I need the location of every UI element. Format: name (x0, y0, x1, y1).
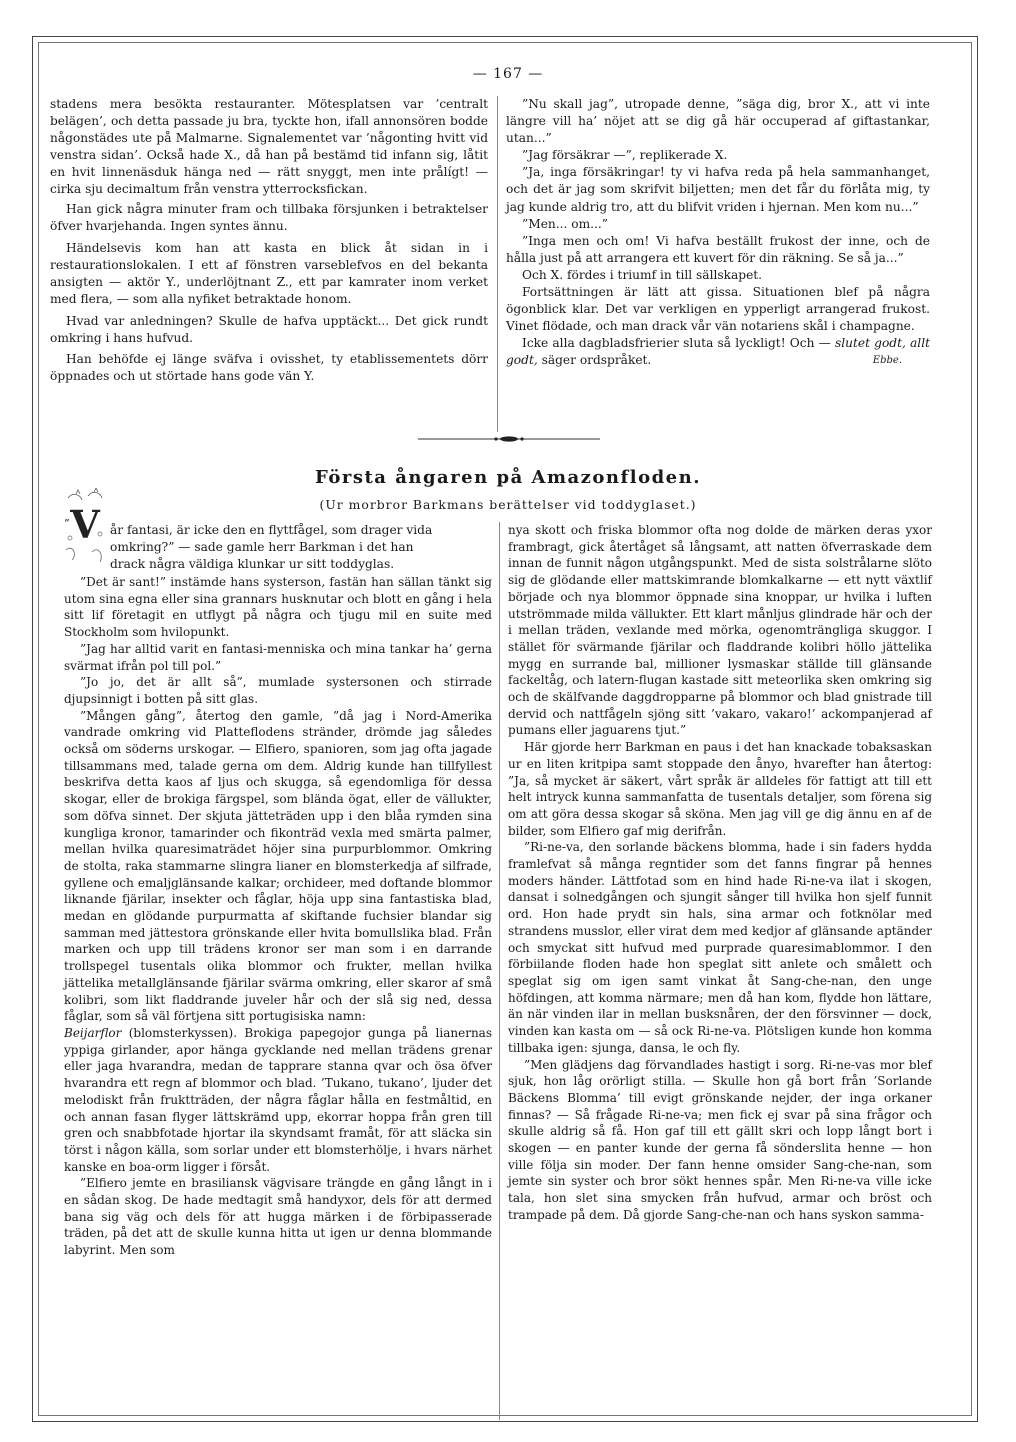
paragraph: ”Ja, inga försäkringar! ty vi hafva reda på hela sammanhanget, och det är jag som skrifvit biljetten; men det får du förlåta mig, ty jag kunde aldrig tro, att du blifvit vriden i hjernan. Men kom nu...” (506, 165, 930, 214)
paragraph: Händelsevis kom han att kasta en blick åt sidan in i restaurationslokalen. I ett af fönstren varseblefvos en del bekanta ansigten — aktör Y., underlöjtnant Z., ett par kamrater inom verket med flera, — som alla nyfiket betraktade honom. (50, 240, 488, 307)
closing-tail: säger ordspråket. (541, 353, 652, 368)
paragraph: nya skott och friska blommor ofta nog dolde de märken deras yxor frambragt, gick återtåget så långsamt, att natten öfverraskade dem innan de funnit någon utgångspunkt. Med de sista solstrålarne slöto sig de glödande eller mattskimrande blomkalkarne — ett nytt växtlif började och nya blommor öppnade sina knoppar, ur hvilka i luften utströmmade milda vällukter. Ett klart månljus glindrade här och der i mellan träden, vexlande med mörka, ogenomträngliga skuggor. I stället för svärmande fjärilar och fladdrande kolibri höllo jättelika mygg en surrande bal, millioner lysmaskar ställde till glänsande fackeltåg, och latern-flugan kastade sitt meteorlika sken omkring sig och de skälfvande daggdropparne på blommor och blad gnistrade till dervid och nattfågeln sjöng sitt ’vakaro, vakaro!’ ackompanjerad af pumans eller jaguarens tjut.” (508, 523, 932, 738)
paragraph: ”Jo jo, det är allt så”, mumlade systersonen och stirrade djupsinnigt i botten på sitt glas. (64, 675, 492, 706)
paragraph: ”Jag försäkrar —”, replikerade X. (522, 148, 728, 163)
paragraph: ”Men glädjens dag förvandlades hastigt i sorg. Ri-ne-vas mor blef sjuk, hon låg orörligt stilla. — Skulle hon gå bort från ’Sorlande Bäckens Blomma’ till evigt grönskande nejder, der inga orkaner finnas? — Så frågade Ri-ne-va; men fick ej svar på sina frågor och skulle aldrig så få. Hon gaf till ett gällt skri och lopp långt bort i skogen — en panter kunde der gerna få sönderslita henne — hon ville följa sin moder. Der fann henne omsider Sang-che-nan, som jemte sin syster och bror sökt hennes spår. Men Ri-ne-va ville icke tala, hon slet sina smycken från hufvud, armar och bröst och trampade på dem. Då gjorde Sang-che-nan och hans syskon samma- (508, 1057, 932, 1222)
article-right-column (508, 522, 932, 1224)
closing-paragraph (506, 335, 930, 369)
text-line: drack några väldiga klunkar ur sitt toddyglas. (110, 557, 395, 572)
paragraph-text: (blomsterkyssen). Brokiga papegojor gunga på lianernas yppiga girlander, apor hänga gycklande ned mellan trädens grenar eller jaga hvarandra, medan de tapprare stanna qvar och ösa öfver hvarandra ett regn af blommor och blad. ’Tukano, tukano’, ljuder det melodiskt från fruktträden, der några fåglar hålla en festmåltid, en och annan fasan flyger lättskrämd upp, ekorrar hoppa från gren till gren och snabbfotade hjortar ila skyndsamt framåt, för att släcka sin törst i någon källa, som sorlar under ett blomsterhölje, i hvars närhet kanske en boa-orm ligger i försåt. (64, 1025, 492, 1174)
text-line: år fantasi, är icke den en flyttfågel, som drager vida (110, 523, 433, 537)
text-line: omkring?” — sade gamle herr Barkman i det han (110, 540, 414, 555)
closing-text: Icke alla dagbladsfrierier sluta så lyckligt! Och — (522, 336, 831, 351)
article-subtitle: (Ur morbror Barkmans berättelser vid toddyglaset.) (319, 497, 697, 512)
paragraph: Fortsättningen är lätt att gissa. Situationen blef på några ögonblick klar. Det var verkligen en ypperligt arrangerad frukost. Vinet flödade, och man drack vår vän notariens skål i champagne. (506, 285, 930, 334)
paragraph: ”Det är sant!” instämde hans systerson, fastän han sällan tänkt sig utom sina egna eller sina grannars husknutar och blott en gång i hela sitt lif företagit en utflygt på några och tjugu mil en suite med Stockholm som hvilopunkt. (64, 575, 492, 640)
prev-story-left-column (50, 96, 488, 386)
column-rule (499, 522, 500, 1420)
article-title: Första ångaren på Amazonfloden. (315, 467, 701, 488)
paragraph: ”Elfiero jemte en brasiliansk vägvisare trängde en gång långt in i en sådan skog. De hade medtagit små handyxor, dels för att dermed bana sig väg och dels för att hugga märken i de förbipasserade träden, på det att de skulle kunna hitta ut igen ur denna blommande labyrint. Men som (64, 1176, 492, 1258)
paragraph: Och X. fördes i triumf in till sällskapet. (522, 267, 763, 282)
paragraph: ”Men... om...” (522, 216, 609, 231)
opening-quote: ” (64, 517, 70, 530)
dropcap-letter: V (70, 502, 100, 547)
paragraph: Här gjorde herr Barkman en paus i det han knackade tobaksaskan ur en liten kritpipa samt stoppade den ånyo, hvarefter han återtog: ”Ja, så mycket är säkert, vårt språk är alldeles för fattigt att till ett helt intryck kunna sammanfatta de tusentals detaljer, som förena sig om att göra dessa skogar så sköna. Men jag vill ge dig ännu en af de bilder, som Elfiero gaf mig derifrån. (508, 740, 932, 838)
paragraph: ”Ri-ne-va, den sorlande bäckens blomma, hade i sin faders hydda framlefvat så många regntider som det fanns fingrar på hennes moders händer. Lättfotad som en hind hade Ri-ne-va ilat i skogen, dansat i solnedgången och sjungit sånger till hvilka hon sjelf funnit ord. Hon hade prydt sin hals, sina armar och fotknölar med strandens musslor, eller virat dem med kedjor af glänsande aptänder och smyckat sitt hufvud med purprade quaresimablommor. I den förbiilande floden hade hon speglat sitt anlete och smålett och speglat sig om igen samt vinkat åt Sang-che-nan, den unge höfdingen, att komma närmare; men då han kom, flydde hon lättare, än när vinden ilar in mellan busksnåren, der den försvinner — dock, vinden kan kasta om — så ock Ri-ne-va. Plötsligen kunde hon komma tillbaka igen: sjunga, dansa, le och fly. (508, 840, 932, 1055)
page-number: — 167 — (472, 66, 544, 82)
paragraph: Hvad var anledningen? Skulle de hafva upptäckt... Det gick rundt omkring i hans hufvud. (50, 314, 488, 346)
paragraph: Han gick några minuter fram och tillbaka försjunken i betraktelser öfver hvarjehanda. Ingen syntes ännu. (50, 201, 488, 233)
paragraph: Han behöfde ej länge sväfva i ovisshet, ty etablissementets dörr öppnades och ut störtade hans gode vän Y. (50, 352, 488, 384)
portuguese-name: Beijarflor (64, 1025, 122, 1040)
paragraph: ”Inga men och om! Vi hafva beställt frukost der inne, och de hålla just på att arrangera ett kuvert för din räkning. Se så ja...” (506, 233, 930, 265)
article-dropcap-lines (110, 522, 492, 573)
column-rule (497, 96, 498, 432)
paragraph (64, 1025, 492, 1175)
paragraph: ”Mången gång”, återtog den gamle, ”då jag i Nord-Amerika vandrade omkring vid Platteflodens stränder, drömde jag således också om söderns urskogar. — Elfiero, spanioren, som jag ofta jagade tillsammans med, talade gerna om dem. Aldrig kunde han tillfyllest beskrifva detta kaos af ljus och skugga, så egendomliga för dessa skogar, eller de brokiga färgspel, som blända ögat, eller de vällukter, som döfva sinnet. Der skjuta jätteträden upp i den blåa rymden sina kungliga kronor, tamarinder och fikonträd vexla med smärta palmer, mellan hvilka quaresimaträdet höjer sina purpurblommor. Omkring de stolta, raka stammarne slingra lianer en blomsterkedja af silfrade, gyllene och emaljglänsande kalkar; orchideer, med doftande blommor liknande fjärilar, insekter och fåglar, höja upp sina fantastiska blad, medan en glödande purpurmatta af skiftande fuchsier blandar sig samman med jättestora grönskande eller hvita bomullslika blad. Från marken och upp till trädens kronor ser man som i en darrande trollspegel tusentals olika blommor och frukter, mellan hvilka jättelika metallglänsande fjärilar svärma omkring, eller skaror af små kolibri, som likt fladdrande juveler hår och der slå sig ned, dessa fåglar, som så väl förtjena sitt portugisiska namn: (64, 708, 492, 1024)
article-left-column (64, 574, 492, 1259)
prev-story-right-column (506, 96, 930, 370)
paragraph: stadens mera besökta restauranter. Mötesplatsen var ’centralt belägen’, och detta passade ju bra, tyckte hon, ifall annonsören bodde någonstädes ute på Malmarne. Signalementet var ’någonting hvitt vid venstra sidan’. Också hade X., då han på bestämd tid infann sig, låtit en hvit linnenäsduk hänga ned — rätt snyggt, men inte prålígt! — cirka sju decimaltum från venstra ytterrocksfickan. (50, 97, 488, 197)
separator-ornament (418, 436, 600, 442)
closing-italic: slutet godt, allt godt, (506, 336, 930, 368)
paragraph: ”Nu skall jag”, utropade denne, ”säga dig, bror X., att vi inte längre vill ha’ nöjet att se dig gå här occuperad af giftastankar, utan...” (506, 97, 930, 146)
paragraph: ”Jag har alltid varit en fantasi-menniska och mina tankar ha’ gerna svärmat ifrån pol till pol.” (64, 641, 492, 673)
author-signature: Ebbe. (872, 355, 902, 367)
